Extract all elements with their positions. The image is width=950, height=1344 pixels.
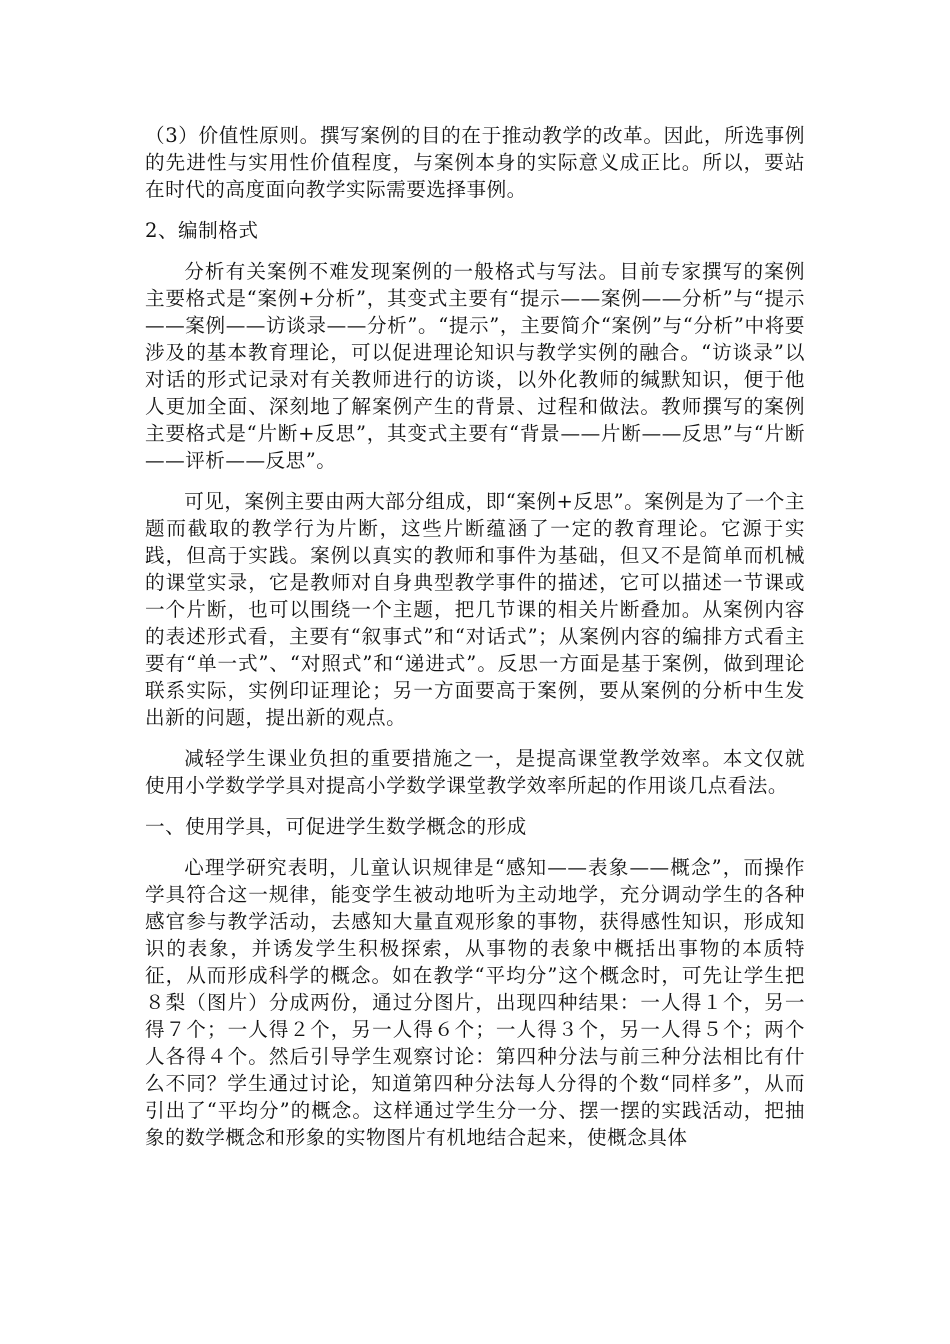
paragraph-case-format: 分析有关案例不难发现案例的一般格式与写法。目前专家撰写的案例主要格式是“案例+分析”，其变式主要有“提示——案例——分析”与“提示——案例——访谈录——分析”。“提示”，主要简介“案例”与“分析”中将要涉及的基本教育理论，可以促进理论知识与教学实例的融合。“访谈录”以对话的形式记录对有关教师进行的访谈，以外化教师的缄默知识，便于他人更加全面、深刻地了解案例产生的背景、过程和做法。教师撰写的案例主要格式是“片断+反思”，其变式主要有“背景——片断——反思”与“片断——评析——反思”。 [145, 260, 805, 472]
paragraph-psychology: 心理学研究表明，儿童认识规律是“感知——表象——概念”，而操作学具符合这一规律，能变学生被动地听为主动地学，充分调动学生的各种感官参与教学活动，去感知大量直观形象的事物，获得感性知识，形成知识的表象，并诱发学生积极探索，从事物的表象中概括出事物的本质特征，从而形成科学的概念。如在教学“平均分”这个概念时，可先让学生把８梨（图片）分成两份，通过分图片，出现四种结果：一人得１个，另一得７个；一人得２个，另一人得６个；一人得３个，另一人得５个；两个人各得４个。然后引导学生观察讨论：第四种分法与前三种分法相比有什么不同？学生通过讨论，知道第四种分法每人分得的个数“同样多”，从而引出了“平均分”的概念。这样通过学生分一分、摆一摆的实践活动，把抽象的数学概念和形象的实物图片有机地结合起来，使概念具体 [145, 856, 805, 1149]
paragraph-value-principle: （3）价值性原则。撰写案例的目的在于推动教学的改革。因此，所选事例的先进性与实用性价值程度，与案例本身的实际意义成正比。所以，要站在时代的高度面向教学实际需要选择事例。 [145, 124, 805, 201]
section-heading-learning-tools: 一、使用学具，可促进学生数学概念的形成 [145, 815, 527, 838]
section-heading-format: 2、编制格式 [145, 219, 259, 242]
paragraph-case-components: 可见，案例主要由两大部分组成，即“案例+反思”。案例是为了一个主题而截取的教学行为片断，这些片断蕴涵了一定的教育理论。它源于实践，但高于实践。案例以真实的教师和事件为基础，但又不是简单而机械的课堂实录，它是教师对自身典型教学事件的描述，它可以描述一节课或一个片断，也可以围绕一个主题，把几节课的相关片断叠加。从案例内容的表述形式看，主要有“叙事式”和“对话式”；从案例内容的编排方式看主要有“单一式”、“对照式”和“递进式”。反思一方面是基于案例，做到理论联系实际，实例印证理论；另一方面要高于案例，要从案例的分析中生发出新的问题，提出新的观点。 [145, 490, 805, 729]
paragraph-reduce-burden: 减轻学生课业负担的重要措施之一，是提高课堂教学效率。本文仅就使用小学数学学具对提高小学数学课堂教学效率所起的作用谈几点看法。 [145, 747, 805, 797]
document-page [145, 122, 805, 1165]
